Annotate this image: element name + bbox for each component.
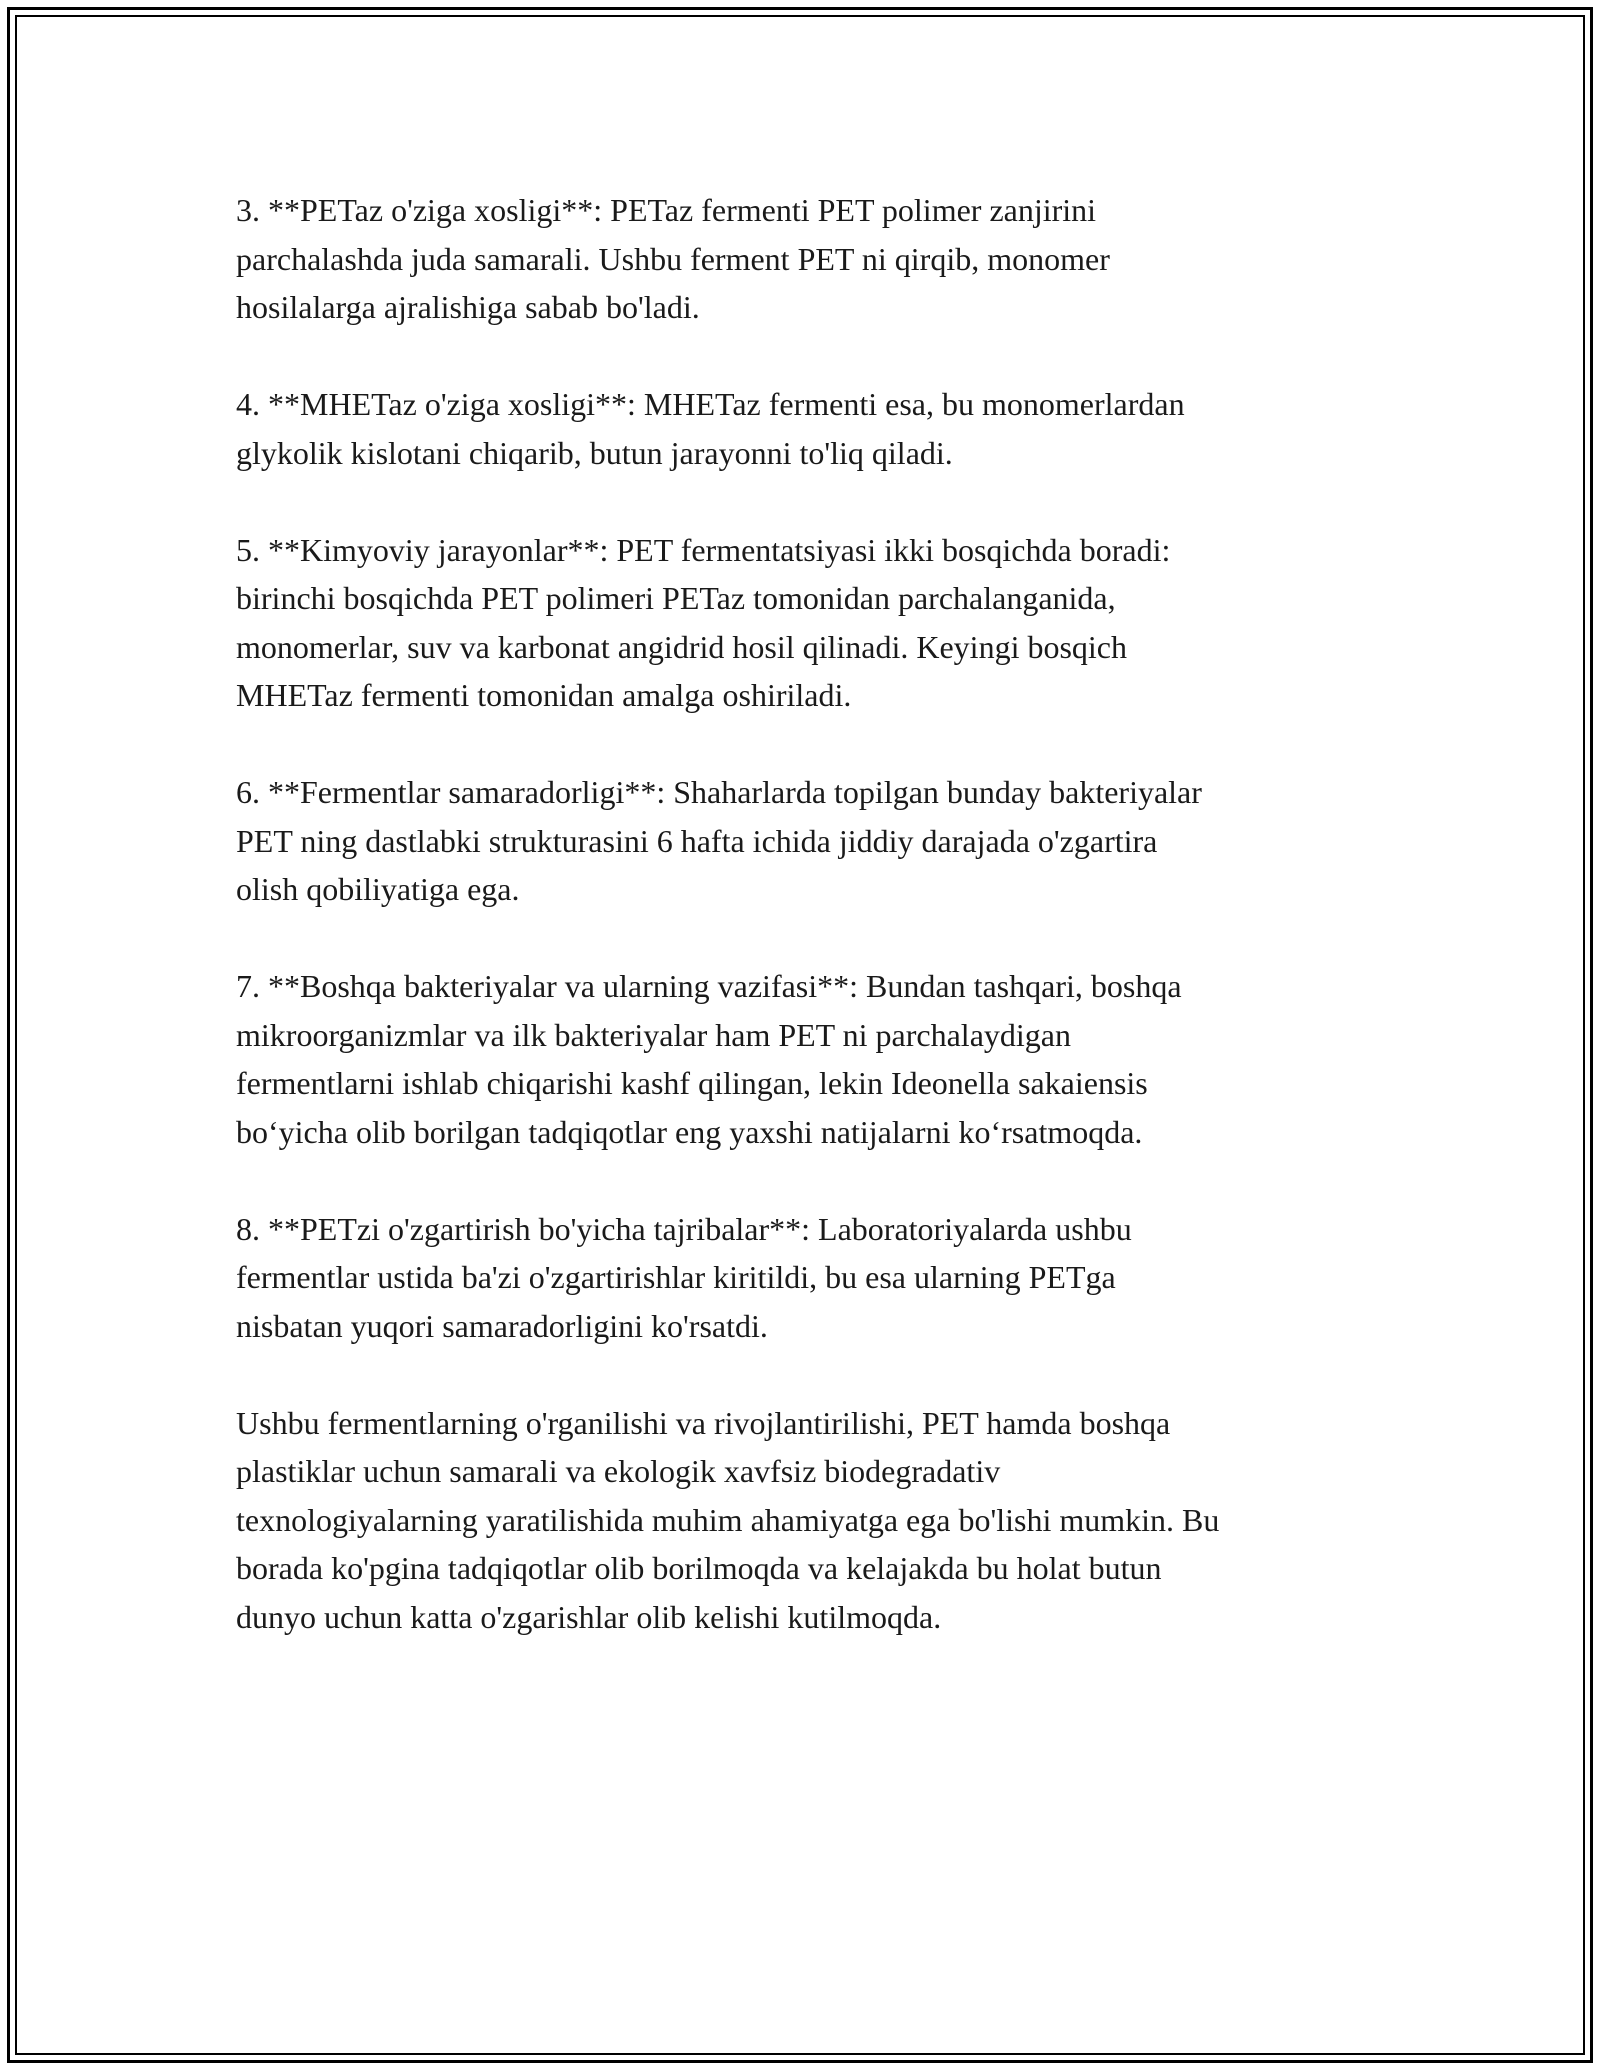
paragraph-item-5: 5. **Kimyoviy jarayonlar**: PET fermentatsiyasi ikki bosqichda boradi: birinchi bosqichda PET polimeri PETaz tomonidan parchalanganida, monomerlar, suv va karbonat angidrid hosil qilinadi. Keyingi bosqich MHETaz fermenti tomonidan amalga oshiriladi. — [236, 531, 1171, 713]
paragraph-conclusion: Ushbu fermentlarning o'rganilishi va rivojlantirilishi, PET hamda boshqa plastiklar uchun samarali va ekologik xavfsiz biodegradativ texnologiyalarning yaratilishida muhim ahamiyatga ega bo'lishi mumkin. Bu borada ko'pgina tadqiqotlar olib borilmoqda va kelajakda bu holat butun dunyo uchun katta o'zgarishlar olib kelishi kutilmoqda. — [236, 1404, 1220, 1635]
paragraph-item-7: 7. **Boshqa bakteriyalar va ularning vazifasi**: Bundan tashqari, boshqa mikroorganizmlar va ilk bakteriyalar ham PET ni parchalaydigan fermentlarni ishlab chiqarishi kashf qilingan, lekin Ideonella sakaiensis bo‘yicha olib borilgan tadqiqotlar eng yaxshi natijalarni ko‘rsatmoqda. — [236, 968, 1182, 1150]
paragraph-item-3: 3. **PETaz o'ziga xosligi**: PETaz fermenti PET polimer zanjirini parchalashda juda samarali. Ushbu ferment PET ni qirqib, monomer hosilalarga ajralishiga sabab bo'ladi. — [236, 192, 1110, 325]
paragraph-item-8: 8. **PETzi o'zgartirish bo'yicha tajribalar**: Laboratoriyalarda ushbu fermentlar ustida ba'zi o'zgartirishlar kiritildi, bu esa ularning PETga nisbatan yuqori samaradorligini ko'rsatdi. — [236, 1210, 1132, 1344]
paragraph-item-6: 6. **Fermentlar samaradorligi**: Shaharlarda topilgan bunday bakteriyalar PET ning dastlabki strukturasini 6 hafta ichida jiddiy darajada o'zgartira olish qobiliyatiga ega. — [236, 774, 1202, 907]
document-body — [236, 186, 1386, 1690]
paragraph-item-4: 4. **MHETaz o'ziga xosligi**: MHETaz fermenti esa, bu monomerlardan glykolik kislotani chiqarib, butun jarayonni to'liq qiladi. — [236, 386, 1185, 471]
